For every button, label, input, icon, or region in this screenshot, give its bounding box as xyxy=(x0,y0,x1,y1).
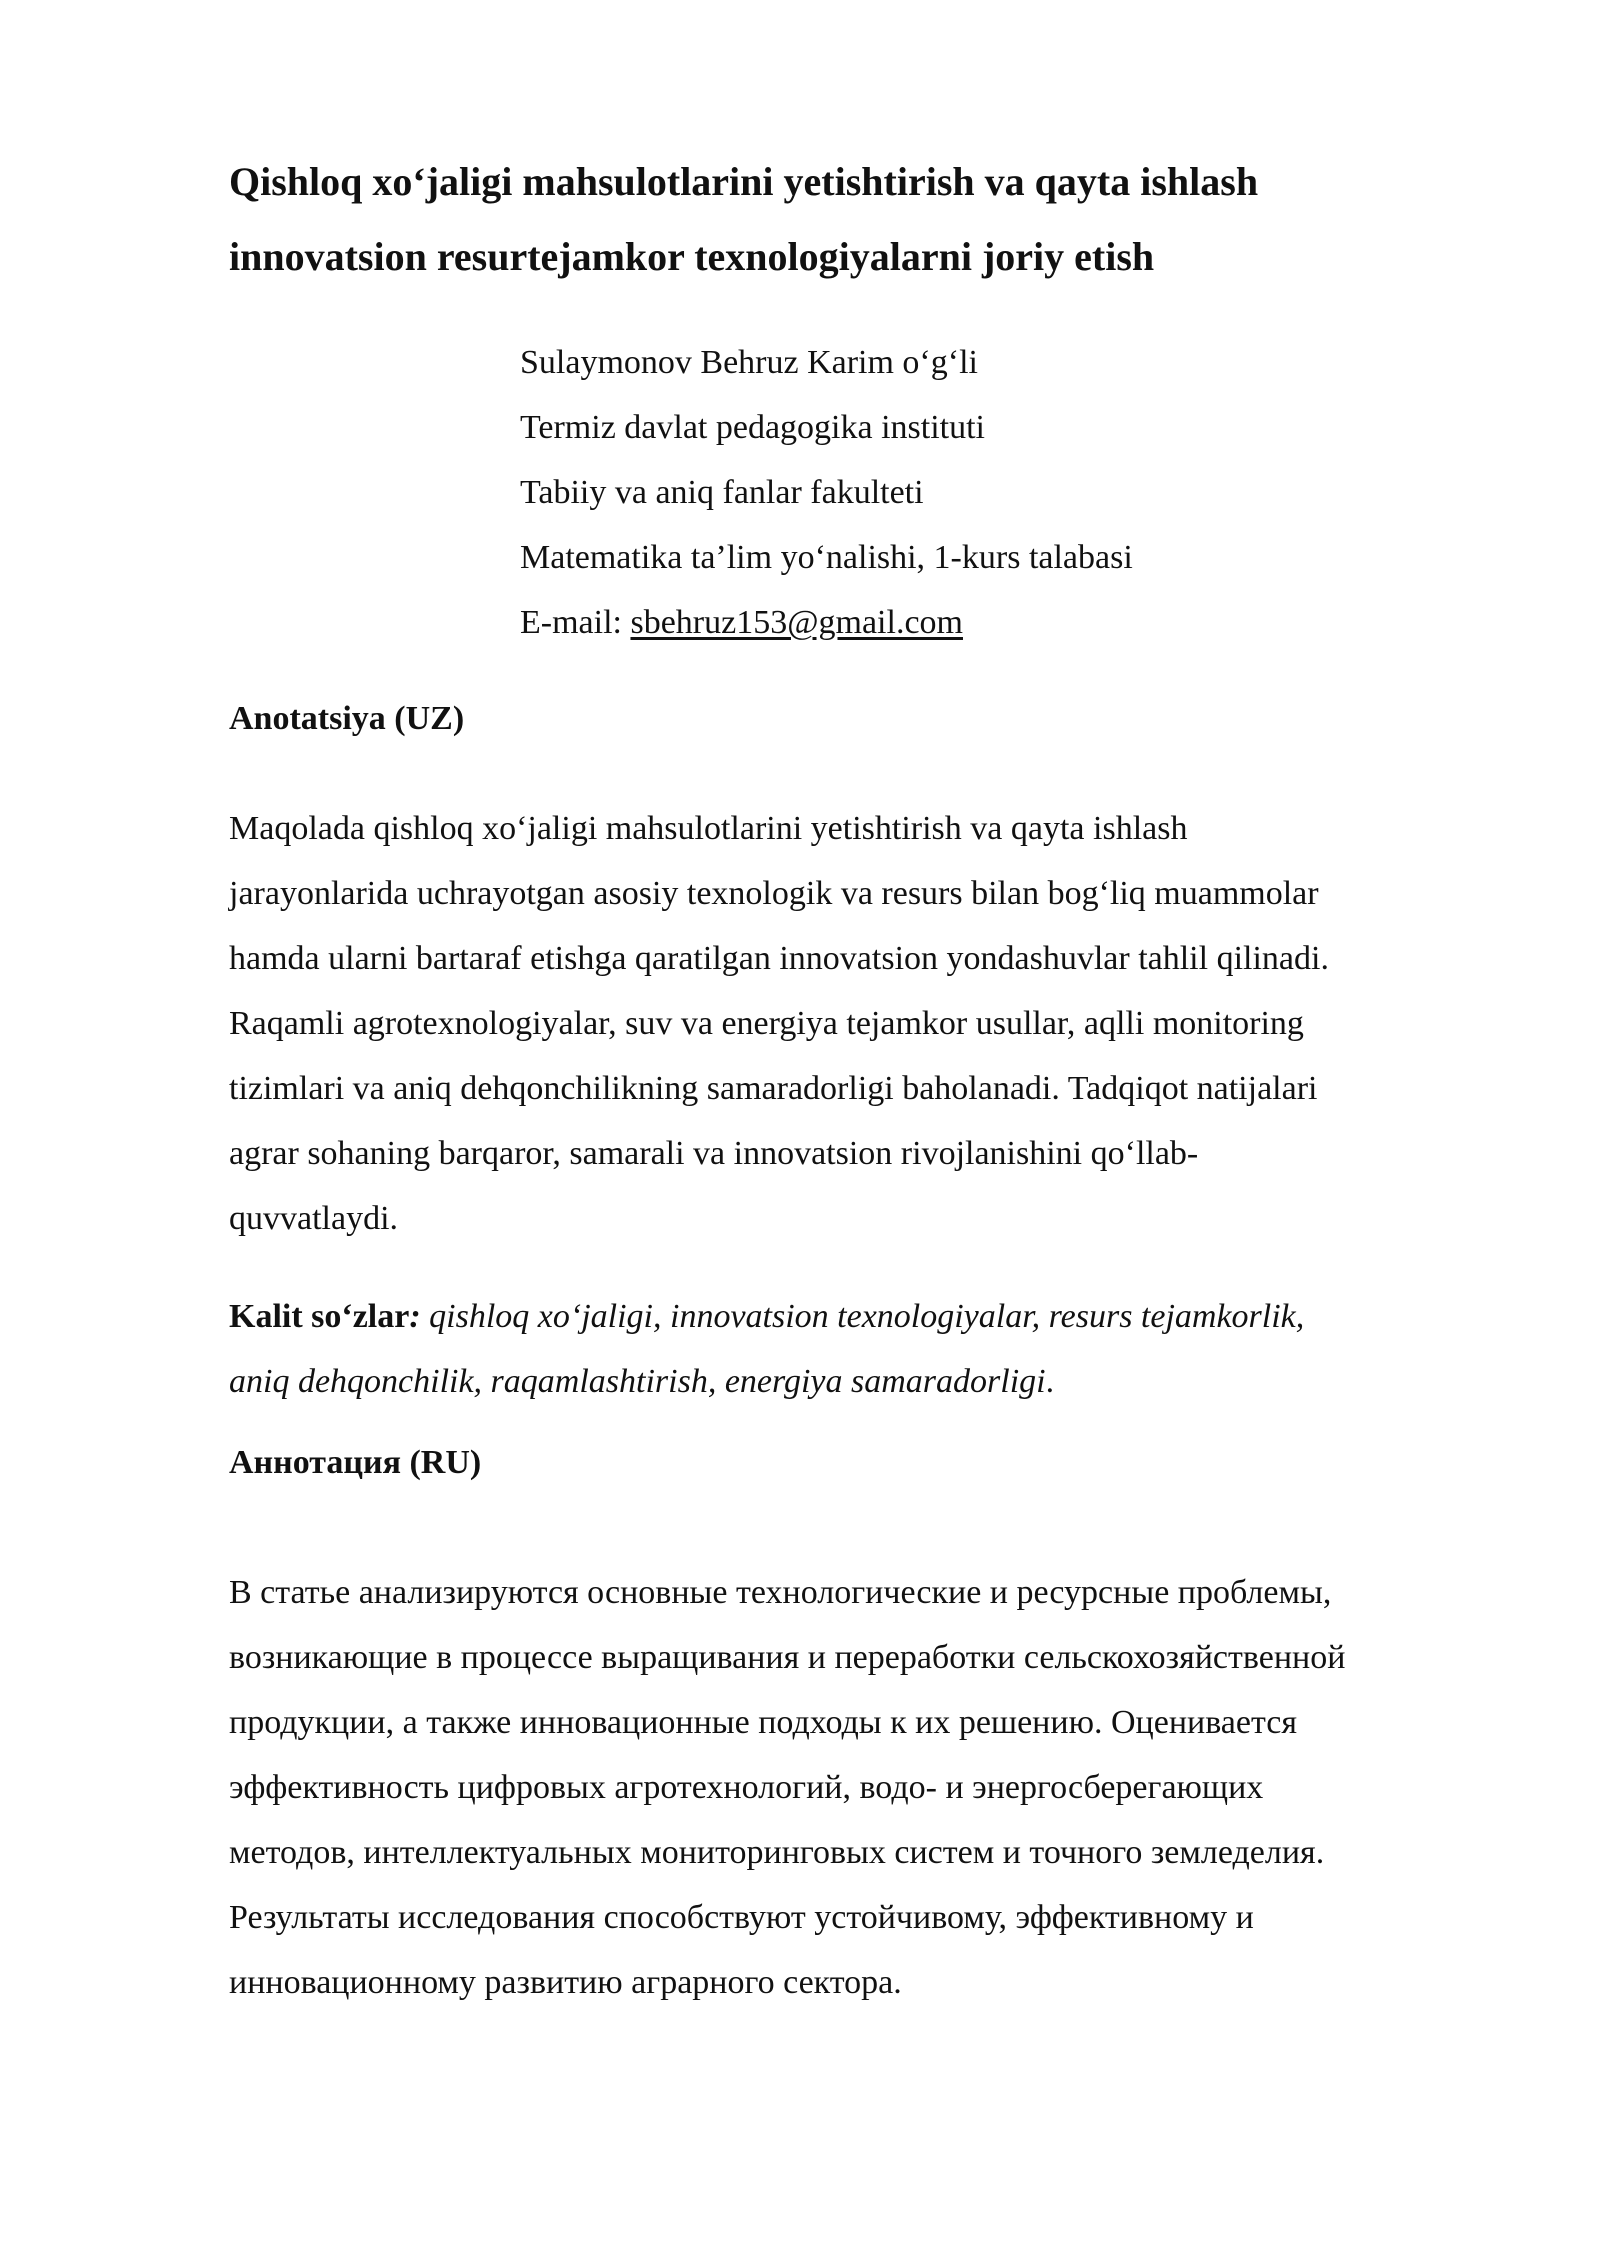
paper-title-line-2: innovatsion resurtejamkor texnologiyalarni joriy etish xyxy=(229,234,1155,279)
keywords-end: . xyxy=(1045,1363,1055,1400)
abstract-ru-line: эффективность цифровых агротехнологий, водо- и энергосберегающих xyxy=(229,1769,1264,1806)
keywords-line-1 xyxy=(229,1284,1499,1349)
abstract-ru-body xyxy=(229,1560,1499,2015)
author-email-row xyxy=(520,590,1420,655)
abstract-ru-line: возникающие в процессе выращивания и переработки сельскохозяйственной xyxy=(229,1639,1346,1676)
abstract-ru-heading: Аннотация (RU) xyxy=(229,1444,482,1481)
abstract-uz-line: hamda ularni bartaraf etishga qaratilgan innovatsion yondashuvlar tahlil qilinadi. xyxy=(229,940,1329,977)
abstract-ru-line: В статье анализируются основные технологические и ресурсные проблемы, xyxy=(229,1574,1332,1611)
abstract-uz-line: jarayonlarida uchrayotgan asosiy texnologik va resurs bilan bog‘liq muammolar xyxy=(229,875,1319,912)
paper-title-line-1: Qishloq xo‘jaligi mahsulotlarini yetishtirish va qayta ishlash xyxy=(229,159,1259,204)
paper-title xyxy=(229,144,1469,294)
abstract-ru-line: методов, интеллектуальных мониторинговых систем и точного земледелия. xyxy=(229,1834,1325,1871)
abstract-uz-heading: Anotatsiya (UZ) xyxy=(229,700,465,737)
keywords-text-1: qishloq xo‘jaligi, innovatsion texnologiyalar, resurs tejamkorlik, xyxy=(420,1298,1305,1335)
keywords-line-2 xyxy=(229,1349,1499,1414)
abstract-ru-line: Результаты исследования способствуют устойчивому, эффективному и xyxy=(229,1899,1254,1936)
abstract-uz-line: quvvatlaydi. xyxy=(229,1200,399,1237)
author-institution: Termiz davlat pedagogika instituti xyxy=(520,409,985,446)
keywords-text-2: aniq dehqonchilik, raqamlashtirish, energiya samaradorligi xyxy=(229,1363,1046,1400)
author-faculty: Tabiiy va aniq fanlar fakulteti xyxy=(520,474,924,511)
author-name: Sulaymonov Behruz Karim o‘g‘li xyxy=(520,344,978,381)
email-link[interactable]: sbehruz153@gmail.com xyxy=(630,604,963,641)
keywords-label: Kalit so‘zlar xyxy=(229,1298,410,1335)
abstract-uz-body xyxy=(229,796,1499,1251)
keywords-colon: : xyxy=(409,1298,421,1335)
abstract-uz-line: Raqamli agrotexnologiyalar, suv va energiya tejamkor usullar, aqlli monitoring xyxy=(229,1005,1304,1042)
abstract-uz-line: Maqolada qishloq xo‘jaligi mahsulotlarini yetishtirish va qayta ishlash xyxy=(229,810,1188,847)
abstract-ru-line: инновационному развитию аграрного сектора. xyxy=(229,1964,902,2001)
author-block xyxy=(520,330,1420,655)
abstract-ru-line: продукции, а также инновационные подходы к их решению. Оценивается xyxy=(229,1704,1297,1741)
email-label: E-mail: xyxy=(520,604,631,641)
author-program: Matematika ta’lim yo‘nalishi, 1-kurs talabasi xyxy=(520,539,1133,576)
keywords-section xyxy=(229,1284,1499,1414)
abstract-uz-line: tizimlari va aniq dehqonchilikning samaradorligi baholanadi. Tadqiqot natijalari xyxy=(229,1070,1318,1107)
abstract-uz-line: agrar sohaning barqaror, samarali va innovatsion rivojlanishini qo‘llab- xyxy=(229,1135,1199,1172)
